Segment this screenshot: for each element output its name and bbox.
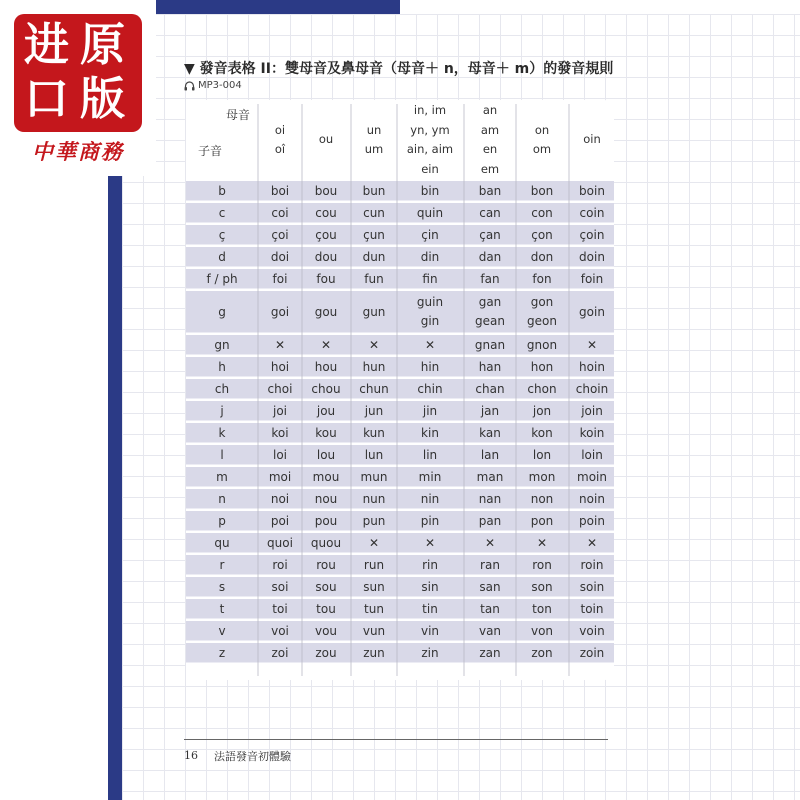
syllable-cell: gean: [475, 314, 505, 328]
syllable-cell: kin: [421, 425, 439, 440]
page-number: 16: [184, 749, 198, 762]
syllable-cell: gnan: [474, 337, 506, 352]
syllable-cell: son: [531, 579, 553, 594]
footer-rule: [184, 739, 608, 740]
syllable-cell: san: [479, 579, 501, 594]
column-header: ein: [421, 161, 439, 176]
syllable-cell: pin: [420, 513, 440, 528]
column-header: oin: [583, 132, 601, 147]
consonant-cell: j: [220, 404, 224, 418]
logo-badge: [14, 14, 142, 132]
syllable-cell: noi: [270, 491, 290, 506]
column-header: in, im: [413, 103, 447, 117]
syllable-cell: roin: [580, 557, 604, 572]
syllable-cell: dou: [314, 249, 338, 264]
logo-subtitle: 中華商務: [32, 139, 124, 164]
column-header: ain, aim: [406, 142, 454, 156]
syllable-cell: sou: [315, 579, 337, 594]
running-footer: 法語發音初體驗: [214, 750, 291, 763]
consonant-cell: r: [219, 558, 225, 572]
syllable-cell: joi: [272, 403, 287, 418]
syllable-cell: cun: [363, 205, 385, 220]
syllable-cell: gnon: [526, 337, 558, 352]
syllable-cell: zoi: [271, 645, 289, 660]
consonant-cell: c: [218, 206, 226, 220]
syllable-cell: tin: [422, 601, 438, 616]
syllable-cell: con: [531, 205, 553, 220]
syllable-cell: ton: [532, 601, 552, 616]
syllable-cell: ✕: [274, 337, 286, 352]
syllable-cell: lan: [480, 447, 500, 462]
syllable-cell: gou: [314, 304, 338, 319]
syllable-cell: chun: [359, 381, 389, 396]
syllable-cell: doi: [270, 249, 290, 264]
column-header: oî: [274, 142, 286, 156]
consonant-cell: v: [218, 624, 226, 638]
syllable-cell: dan: [478, 249, 502, 264]
syllable-cell: ✕: [320, 337, 332, 352]
logo-char: 版: [80, 72, 126, 125]
syllable-cell: min: [418, 469, 442, 484]
syllable-cell: chou: [311, 381, 341, 396]
syllable-cell: çou: [315, 227, 337, 242]
syllable-cell: bin: [420, 183, 440, 198]
syllable-cell: bon: [530, 183, 554, 198]
syllable-cell: jun: [364, 403, 384, 418]
syllable-cell: gin: [420, 314, 440, 328]
syllable-cell: join: [581, 403, 603, 418]
syllable-cell: çan: [479, 227, 501, 242]
syllable-cell: zou: [315, 645, 337, 660]
syllable-cell: çon: [531, 227, 553, 242]
syllable-cell: quou: [310, 535, 342, 550]
column-header: un: [366, 122, 382, 137]
syllable-cell: toin: [580, 601, 604, 616]
triangle-marker: ▼: [184, 61, 195, 77]
corner-consonant-label: 子音: [198, 144, 223, 158]
syllable-cell: fou: [316, 271, 336, 286]
logo-char: 口: [24, 72, 70, 125]
syllable-cell: tou: [316, 601, 336, 616]
syllable-cell: nou: [314, 491, 338, 506]
syllable-cell: ✕: [484, 535, 496, 550]
syllable-cell: kou: [315, 425, 337, 440]
syllable-cell: fun: [364, 271, 384, 286]
syllable-cell: foin: [580, 271, 604, 286]
syllable-cell: coi: [271, 205, 289, 220]
syllable-cell: kan: [479, 425, 501, 440]
consonant-cell: z: [218, 646, 226, 660]
consonant-cell: s: [218, 580, 226, 594]
syllable-cell: ✕: [368, 535, 380, 550]
column-header: yn, ym: [410, 122, 450, 137]
consonant-cell: b: [218, 184, 226, 198]
syllable-cell: quoi: [267, 535, 293, 550]
syllable-cell: mon: [528, 469, 556, 484]
syllable-cell: çoi: [271, 227, 289, 242]
syllable-cell: koin: [579, 425, 605, 440]
syllable-cell: tun: [364, 601, 384, 616]
syllable-cell: rin: [422, 557, 438, 572]
syllable-cell: koi: [271, 425, 289, 440]
syllable-cell: hoi: [270, 359, 290, 374]
consonant-cell: k: [218, 426, 226, 440]
syllable-cell: hon: [530, 359, 554, 374]
syllable-cell: sin: [421, 579, 439, 594]
consonant-cell: t: [219, 602, 225, 616]
consonant-cell: h: [218, 360, 226, 374]
syllable-cell: guin: [416, 295, 444, 309]
syllable-cell: jon: [532, 403, 552, 418]
syllable-cell: zon: [531, 645, 553, 660]
syllable-cell: boi: [270, 183, 290, 198]
syllable-cell: jin: [422, 403, 438, 418]
syllable-cell: hou: [314, 359, 338, 374]
syllable-cell: pon: [530, 513, 554, 528]
syllable-cell: loin: [581, 447, 603, 462]
syllable-cell: chon: [527, 381, 557, 396]
syllable-cell: gun: [362, 304, 386, 319]
syllable-cell: poi: [270, 513, 290, 528]
syllable-cell: sun: [363, 579, 385, 594]
syllable-cell: ran: [480, 557, 500, 572]
syllable-cell: moin: [577, 469, 607, 484]
syllable-cell: pou: [314, 513, 338, 528]
syllable-cell: ✕: [536, 535, 548, 550]
column-header: ou: [318, 132, 334, 147]
syllable-cell: goi: [270, 304, 290, 319]
syllable-cell: choi: [267, 381, 293, 396]
syllable-cell: fon: [532, 271, 552, 286]
syllable-cell: choin: [575, 381, 609, 396]
syllable-cell: can: [479, 205, 501, 220]
syllable-cell: bun: [362, 183, 386, 198]
syllable-cell: man: [476, 469, 504, 484]
syllable-cell: boin: [579, 183, 605, 198]
syllable-cell: non: [530, 491, 554, 506]
logo-char: 原: [80, 18, 126, 71]
syllable-cell: lun: [364, 447, 384, 462]
consonant-cell: n: [218, 492, 226, 506]
syllable-cell: loi: [272, 447, 287, 462]
syllable-cell: lin: [422, 447, 438, 462]
syllable-cell: hin: [420, 359, 440, 374]
syllable-cell: noin: [579, 491, 605, 506]
syllable-cell: run: [363, 557, 385, 572]
syllable-cell: fan: [480, 271, 500, 286]
syllable-cell: pan: [478, 513, 502, 528]
pronunciation-table: [186, 100, 614, 680]
consonant-cell: l: [220, 448, 224, 462]
corner-vowel-label: 母音: [226, 108, 251, 122]
syllable-cell: hun: [362, 359, 386, 374]
syllable-cell: han: [478, 359, 502, 374]
syllable-cell: rou: [316, 557, 336, 572]
consonant-cell: f / ph: [206, 272, 238, 286]
syllable-cell: çoin: [579, 227, 605, 242]
syllable-cell: coin: [579, 205, 605, 220]
syllable-cell: zun: [363, 645, 385, 660]
column-header: an: [482, 103, 498, 117]
audio-track-label: MP3-004: [198, 80, 242, 91]
syllable-cell: moi: [268, 469, 292, 484]
consonant-cell: ch: [214, 382, 230, 396]
syllable-cell: din: [420, 249, 440, 264]
syllable-cell: kon: [531, 425, 553, 440]
syllable-cell: voin: [579, 623, 605, 638]
syllable-cell: mun: [360, 469, 388, 484]
syllable-cell: ban: [478, 183, 502, 198]
syllable-cell: zin: [421, 645, 439, 660]
syllable-cell: bou: [314, 183, 338, 198]
column-header: on: [534, 122, 550, 137]
column-header: um: [364, 142, 384, 156]
syllable-cell: dun: [362, 249, 386, 264]
syllable-cell: vou: [314, 623, 338, 638]
syllable-cell: ✕: [424, 337, 436, 352]
syllable-cell: nin: [420, 491, 440, 506]
syllable-cell: ron: [532, 557, 552, 572]
publisher-logo: [0, 0, 156, 176]
syllable-cell: ✕: [424, 535, 436, 550]
consonant-cell: ç: [218, 228, 226, 242]
syllable-cell: poin: [579, 513, 605, 528]
syllable-cell: nan: [478, 491, 502, 506]
consonant-cell: p: [218, 514, 226, 528]
syllable-cell: don: [530, 249, 554, 264]
consonant-cell: d: [218, 250, 226, 264]
syllable-cell: soi: [271, 579, 289, 594]
syllable-cell: kun: [363, 425, 385, 440]
syllable-cell: tan: [480, 601, 500, 616]
syllable-cell: nun: [362, 491, 386, 506]
syllable-cell: goin: [579, 304, 605, 319]
table-title: 發音表格 II：雙母音及鼻母音（母音＋ n，母音＋ m）的發音規則: [199, 61, 614, 77]
syllable-cell: gon: [530, 295, 554, 309]
page-title: [184, 58, 613, 78]
syllable-cell: foi: [272, 271, 288, 286]
consonant-cell: g: [218, 305, 226, 319]
syllable-cell: çun: [363, 227, 385, 242]
column-header: em: [480, 161, 500, 176]
syllable-cell: lou: [316, 447, 336, 462]
syllable-cell: cou: [315, 205, 337, 220]
syllable-cell: jan: [480, 403, 500, 418]
syllable-cell: fin: [422, 271, 438, 286]
syllable-cell: mou: [312, 469, 340, 484]
syllable-cell: lon: [532, 447, 552, 462]
syllable-cell: çin: [421, 227, 439, 242]
syllable-cell: geon: [527, 314, 557, 328]
syllable-cell: vin: [420, 623, 440, 638]
logo-char: 进: [24, 18, 70, 71]
syllable-cell: ✕: [586, 337, 598, 352]
syllable-cell: soin: [579, 579, 605, 594]
syllable-cell: doin: [579, 249, 605, 264]
syllable-cell: roi: [272, 557, 288, 572]
syllable-cell: voi: [271, 623, 289, 638]
syllable-cell: zoin: [579, 645, 605, 660]
column-header: oi: [274, 122, 286, 137]
syllable-cell: ✕: [586, 535, 598, 550]
headphones-icon: [184, 81, 195, 91]
syllable-cell: ✕: [368, 337, 380, 352]
column-header: en: [482, 142, 498, 156]
syllable-cell: hoin: [579, 359, 605, 374]
consonant-cell: qu: [214, 536, 230, 550]
syllable-cell: toi: [272, 601, 288, 616]
syllable-cell: chan: [475, 381, 505, 396]
consonant-cell: gn: [214, 338, 230, 352]
column-header: am: [480, 122, 500, 137]
syllable-cell: pun: [362, 513, 386, 528]
syllable-cell: jou: [316, 403, 336, 418]
syllable-cell: vun: [362, 623, 386, 638]
column-header: om: [532, 142, 552, 156]
syllable-cell: chin: [417, 381, 443, 396]
syllable-cell: gan: [478, 295, 502, 309]
syllable-cell: zan: [479, 645, 501, 660]
syllable-cell: von: [530, 623, 554, 638]
consonant-cell: m: [216, 470, 228, 484]
syllable-cell: van: [478, 623, 502, 638]
syllable-cell: quin: [416, 205, 444, 220]
